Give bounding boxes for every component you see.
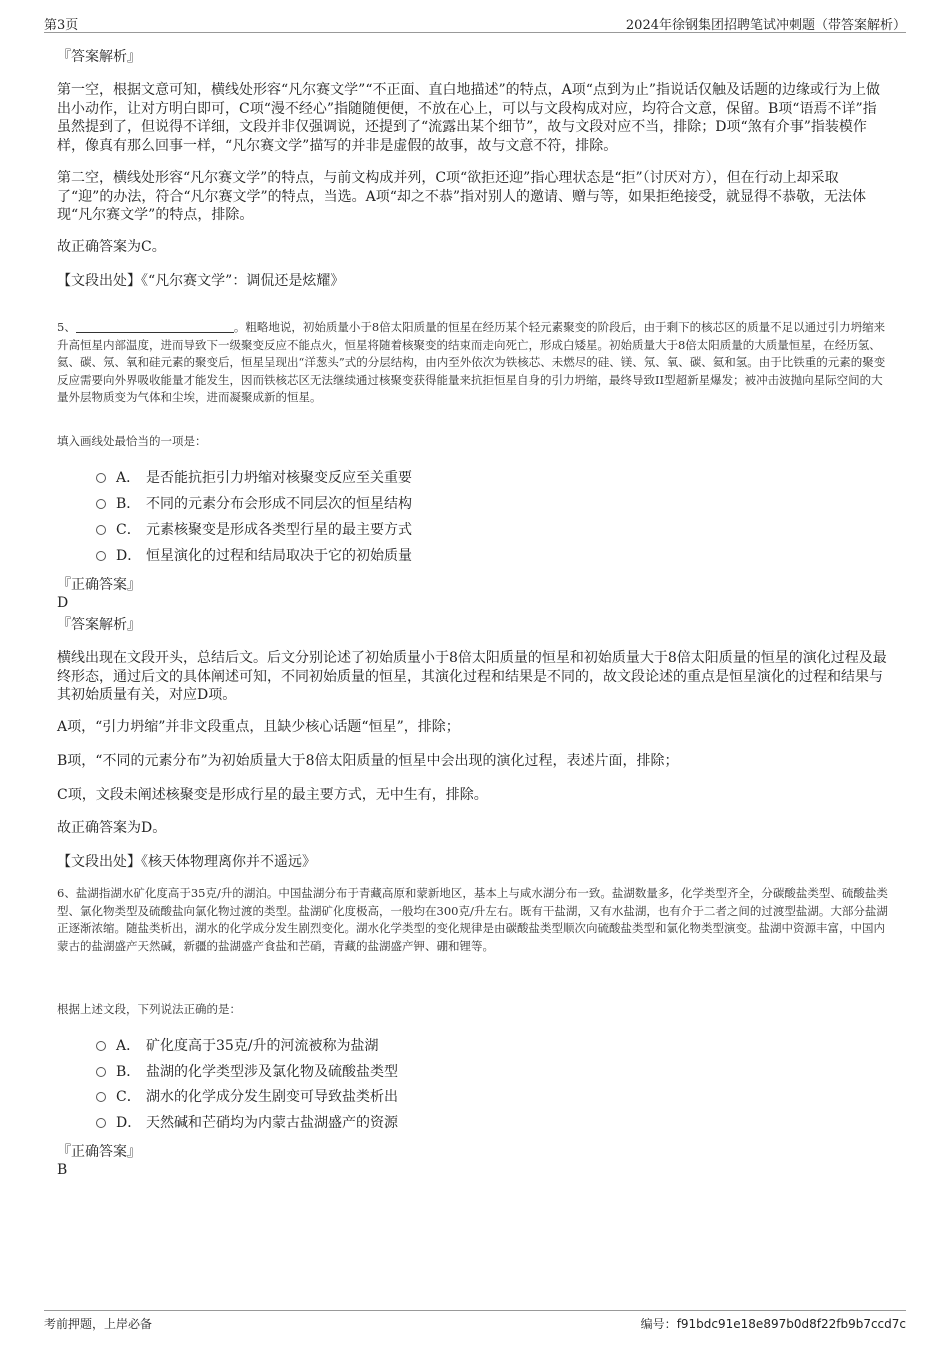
q6-prompt: 根据上述文段，下列说法正确的是： (57, 1002, 241, 1016)
fill-blank-line (76, 320, 234, 333)
option-text: 元素核聚变是形成各类型行星的最主要方式 (146, 522, 412, 538)
q4-analysis-label: 『答案解析』 (57, 49, 141, 65)
q5-option-d[interactable]: D． 恒星演化的过程和结局取决于它的初始质量 (96, 546, 412, 566)
option-text: 不同的元素分布会形成不同层次的恒星结构 (146, 496, 412, 512)
option-text: 恒星演化的过程和结局取决于它的初始质量 (146, 548, 412, 564)
q6-option-c[interactable]: C． 湖水的化学成分发生剧变可导致盐类析出 (96, 1087, 398, 1107)
q5-analysis-p4: C项，文段未阐述核聚变是形成行星的最主要方式，无中生有，排除。 (57, 787, 488, 803)
radio-icon[interactable] (96, 1067, 106, 1077)
q4-analysis-p2: 第二空，横线处形容“凡尔赛文学”的特点，与前文构成并列，C项“欲拒还迎”指心理状态是“拒”（讨厌对方），但在行动上却采取了“迎”的办法，符合“凡尔赛文学”的特点，当选。A项“却之不恭”指对别人的邀请、赠与等，如果拒绝接受，就显得不恭敬，无法体现“凡尔赛文学”的特点，排除。 (57, 170, 867, 223)
page-number: 第3页 (44, 18, 79, 33)
footer-code-label: 编号： (640, 1317, 677, 1331)
page-header (44, 12, 906, 33)
q6-answer-label: 『正确答案』 (57, 1144, 141, 1160)
q5-passage (57, 319, 888, 407)
q6-option-b[interactable]: B． 盐湖的化学类型涉及氯化物及硫酸盐类型 (96, 1062, 398, 1082)
q6-passage: 6、盐湖指湖水矿化度高于35克/升的湖泊。中国盐湖分布于青藏高原和蒙新地区，基本上与咸水湖分布一致。盐湖数量多，化学类型齐全，分碳酸盐类型、硫酸盐类型、氯化物类型及硫酸盐向氯化物过渡的类型。盐湖矿化度极高，一般均在300克/升左右。既有干盐湖，又有水盐湖，也有介于二者之间的过渡型盐湖。大部分盐湖正逐渐浓缩。随盐类析出，湖水的化学成分发生剧烈变化。湖水化学类型的变化规律是由碳酸盐类型顺次向硫酸盐类型和氯化物类型演变。盐湖中资源丰富，中国内蒙古的盐湖盛产天然碱，新疆的盐湖盛产食盐和芒硝，青藏的盐湖盛产钾、硼和锂等。 (57, 886, 888, 953)
radio-icon[interactable] (96, 473, 106, 483)
radio-icon[interactable] (96, 1092, 106, 1102)
footer-code (641, 1315, 906, 1332)
page-footer (44, 1310, 906, 1333)
option-text: 是否能抗拒引力坍缩对核聚变反应至关重要 (146, 470, 412, 486)
q5-analysis-p3: B项，“不同的元素分布”为初始质量大于8倍太阳质量的恒星中会出现的演化过程，表述片面，排除； (57, 753, 679, 769)
q6-answer: B (57, 1162, 68, 1178)
q6-option-d[interactable]: D． 天然碱和芒硝均为内蒙古盐湖盛产的资源 (96, 1113, 398, 1133)
q5-answer: D (57, 595, 69, 611)
q5-analysis-p1: 横线出现在文段开头，总结后文。后文分别论述了初始质量小于8倍太阳质量的恒星和初始质量大于8倍太阳质量的恒星的演化过程及最终形态，通过后文的具体阐述可知，不同初始质量的恒星，其演化过程和结果是不同的，故文段论述的重点是恒星演化的过程和结果与其初始质量有关，对应D项。 (57, 650, 887, 703)
radio-icon[interactable] (96, 1041, 106, 1051)
q5-number: 5、 (57, 320, 76, 334)
q5-analysis-p5: 故正确答案为D。 (57, 820, 167, 836)
option-text: 湖水的化学成分发生剧变可导致盐类析出 (146, 1089, 398, 1105)
footer-slogan: 考前押题，上岸必备 (44, 1317, 153, 1331)
q4-conclusion: 故正确答案为C。 (57, 239, 166, 255)
footer-code-value: f91bdc91e18e897b0d8f22fb9b7ccd7c (676, 1317, 906, 1331)
radio-icon[interactable] (96, 525, 106, 535)
q5-option-a[interactable]: A． 是否能抗拒引力坍缩对核聚变反应至关重要 (96, 468, 412, 488)
q4-analysis-p1: 第一空，根据文意可知，横线处形容“凡尔赛文学”“不正面、直白地描述”的特点，A项“点到为止”指说话仅触及话题的边缘或行为上做出小动作，让对方明白即可，C项“漫不经心”指随随便便，不放在心上，可以与文段构成对应，均符合文意，保留。B项“语焉不详”指虽然提到了，但说得不详细，文段并非仅强调说，还提到了“流露出某个细节”，故与文段对应不当，排除；D项“煞有介事”指装模作样，像真有那么回事一样，“凡尔赛文学”描写的并非是虚假的故事，故与文意不符，排除。 (57, 82, 881, 154)
q5-analysis-label: 『答案解析』 (57, 617, 141, 633)
option-text: 天然碱和芒硝均为内蒙古盐湖盛产的资源 (146, 1115, 398, 1131)
q5-analysis-p2: A项，“引力坍缩”并非文段重点，且缺少核心话题“恒星”，排除； (57, 719, 460, 735)
radio-icon[interactable] (96, 551, 106, 561)
radio-icon[interactable] (96, 1118, 106, 1128)
option-text: 矿化度高于35克/升的河流被称为盐湖 (146, 1038, 379, 1054)
q6-option-a[interactable]: A． 矿化度高于35克/升的河流被称为盐湖 (96, 1036, 379, 1056)
q5-prompt: 填入画线处最恰当的一项是： (57, 434, 207, 448)
option-text: 盐湖的化学类型涉及氯化物及硫酸盐类型 (146, 1064, 398, 1080)
q5-source: 【文段出处】《核天体物理离你并不遥远》 (57, 854, 316, 870)
q5-option-c[interactable]: C． 元素核聚变是形成各类型行星的最主要方式 (96, 520, 412, 540)
radio-icon[interactable] (96, 499, 106, 509)
document-title: 2024年徐钢集团招聘笔试冲刺题（带答案解析） (625, 18, 906, 33)
q4-source: 【文段出处】《“凡尔赛文学”：调侃还是炫耀》 (57, 273, 345, 289)
q5-answer-label: 『正确答案』 (57, 577, 141, 593)
q5-passage-text: 。粗略地说，初始质量小于8倍太阳质量的恒星在经历某个轻元素聚变的阶段后，由于剩下的核芯区的质量不足以通过引力坍缩来升高恒星内部温度，进而导致下一级聚变反应不能点火，恒星将随着核聚变的结束而走向死亡，形成白矮星。初始质量大于8倍太阳质量的大质量恒星，在经历氢、氦、碳、氖、氧和硅元素的聚变后，恒星呈现出“洋葱头”式的分层结构，由内至外依次为铁核芯、未燃尽的硅、镁、氖、氧、碳、氦和氢。由于比铁重的元素的聚变反应需要向外界吸收能量才能发生，因而铁核芯区无法继续通过核聚变获得能量来抗拒恒星自身的引力坍缩，最终导致II型超新星爆发；被冲击波抛向星际空间的大量外层物质变为气体和尘埃，进而凝聚成新的恒星。 (57, 320, 886, 404)
q5-option-b[interactable]: B． 不同的元素分布会形成不同层次的恒星结构 (96, 494, 412, 514)
